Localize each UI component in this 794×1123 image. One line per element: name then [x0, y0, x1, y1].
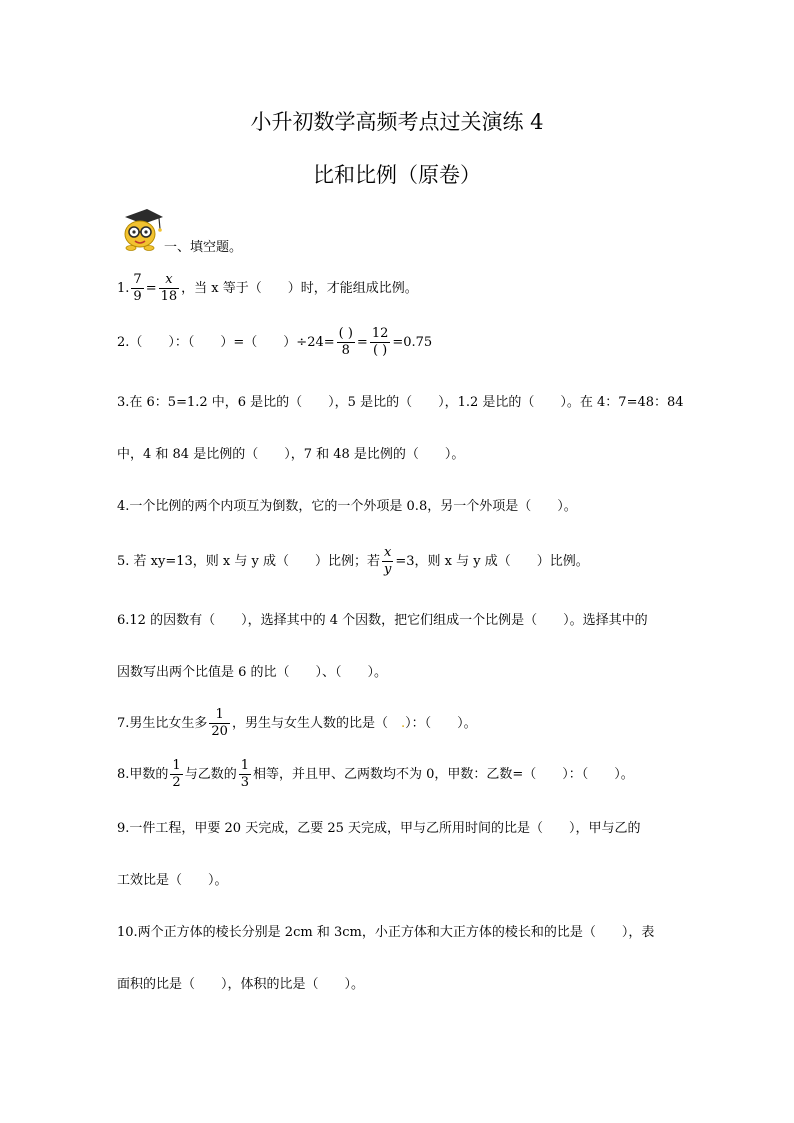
yellow-dot: .	[400, 716, 406, 731]
denominator: 18	[160, 289, 178, 304]
question-number: 1.	[117, 281, 130, 296]
question-text: 与乙数的	[184, 767, 237, 782]
question-6-line-1: 6.12 的因数有（ ），选择其中的 4 个因数，把它们组成一个比例是（ ）。选择其中的	[117, 613, 648, 628]
question-10-line-1: 10.两个正方体的棱长分别是 2cm 和 3cm，小正方体和大正方体的棱长和的比是（ ），表	[117, 925, 655, 940]
question-4: 4.一个比例的两个内项互为倒数，它的一个外项是 0.8，另一个外项是（ ）。	[117, 499, 577, 514]
question-6-line-2: 因数写出两个比值是 6 的比（ ）、（ ）。	[117, 665, 388, 680]
denominator: 3	[240, 775, 249, 790]
mascot-icon	[117, 207, 165, 251]
question-1	[117, 272, 697, 305]
question-8	[117, 758, 697, 791]
question-text: ，当 x 等于（ ）时，才能组成比例。	[181, 281, 418, 296]
denominator: 8	[341, 343, 350, 358]
question-9-line-1: 9.一件工程，甲要 20 天完成，乙要 25 天完成，甲与乙所用时间的比是（ ），甲与乙的	[117, 821, 641, 836]
denominator: y	[383, 562, 392, 577]
numerator: x	[382, 545, 393, 562]
fraction	[159, 272, 180, 305]
question-text: ）：（ ）。	[405, 716, 477, 731]
numerator: 1	[172, 758, 181, 773]
fraction	[370, 326, 391, 359]
fraction	[382, 545, 393, 578]
document-title: 小升初数学高频考点过关演练 4	[250, 110, 544, 134]
numerator: 1	[209, 707, 230, 724]
denominator: 9	[133, 289, 142, 304]
fraction	[170, 758, 182, 791]
fraction	[337, 326, 355, 359]
question-5	[117, 545, 697, 578]
question-text: =0.75	[392, 335, 433, 350]
question-text: 8.甲数的	[117, 767, 169, 782]
numerator: 7	[133, 272, 142, 287]
denominator: 20	[211, 724, 228, 739]
numerator: ( )	[338, 326, 353, 341]
numerator: 1	[240, 758, 249, 773]
document-subtitle: 比和比例（原卷）	[313, 163, 481, 187]
equals-sign: =	[356, 335, 368, 350]
numerator: x	[159, 272, 180, 289]
question-10-line-2: 面积的比是（ ），体积的比是（ ）。	[117, 977, 365, 992]
question-text: 7.男生比女生多	[117, 716, 208, 731]
fraction	[209, 707, 230, 740]
question-3-line-2: 中，4 和 84 是比例的（ ），7 和 48 是比例的（ ）。	[117, 447, 465, 462]
question-7	[117, 707, 697, 740]
numerator: 12	[371, 326, 389, 341]
question-text: 相等，并且甲、乙两数均不为 0，甲数：乙数=（ ）：（ ）。	[252, 767, 634, 782]
fraction	[131, 272, 143, 305]
question-2	[117, 326, 697, 359]
question-text: 2.（ ）：（ ）=（ ）÷24=	[117, 335, 335, 350]
question-3-line-1: 3.在 6：5=1.2 中，6 是比的（ ），5 是比的（ ），1.2 是比的（ ）。在 4：7=48：84	[117, 395, 684, 410]
question-9-line-2: 工效比是（ ）。	[117, 873, 228, 888]
question-text: ，男生与女生人数的比是（	[231, 716, 401, 731]
denominator: ( )	[372, 343, 388, 358]
fraction	[239, 758, 251, 791]
section-heading: 一、填空题。	[164, 240, 243, 255]
question-text: =3，则 x 与 y 成（ ）比例。	[395, 554, 589, 569]
question-text: 5. 若 xy=13，则 x 与 y 成（ ）比例；若	[117, 554, 380, 569]
denominator: 2	[172, 775, 181, 790]
equals-sign: =	[145, 281, 157, 296]
